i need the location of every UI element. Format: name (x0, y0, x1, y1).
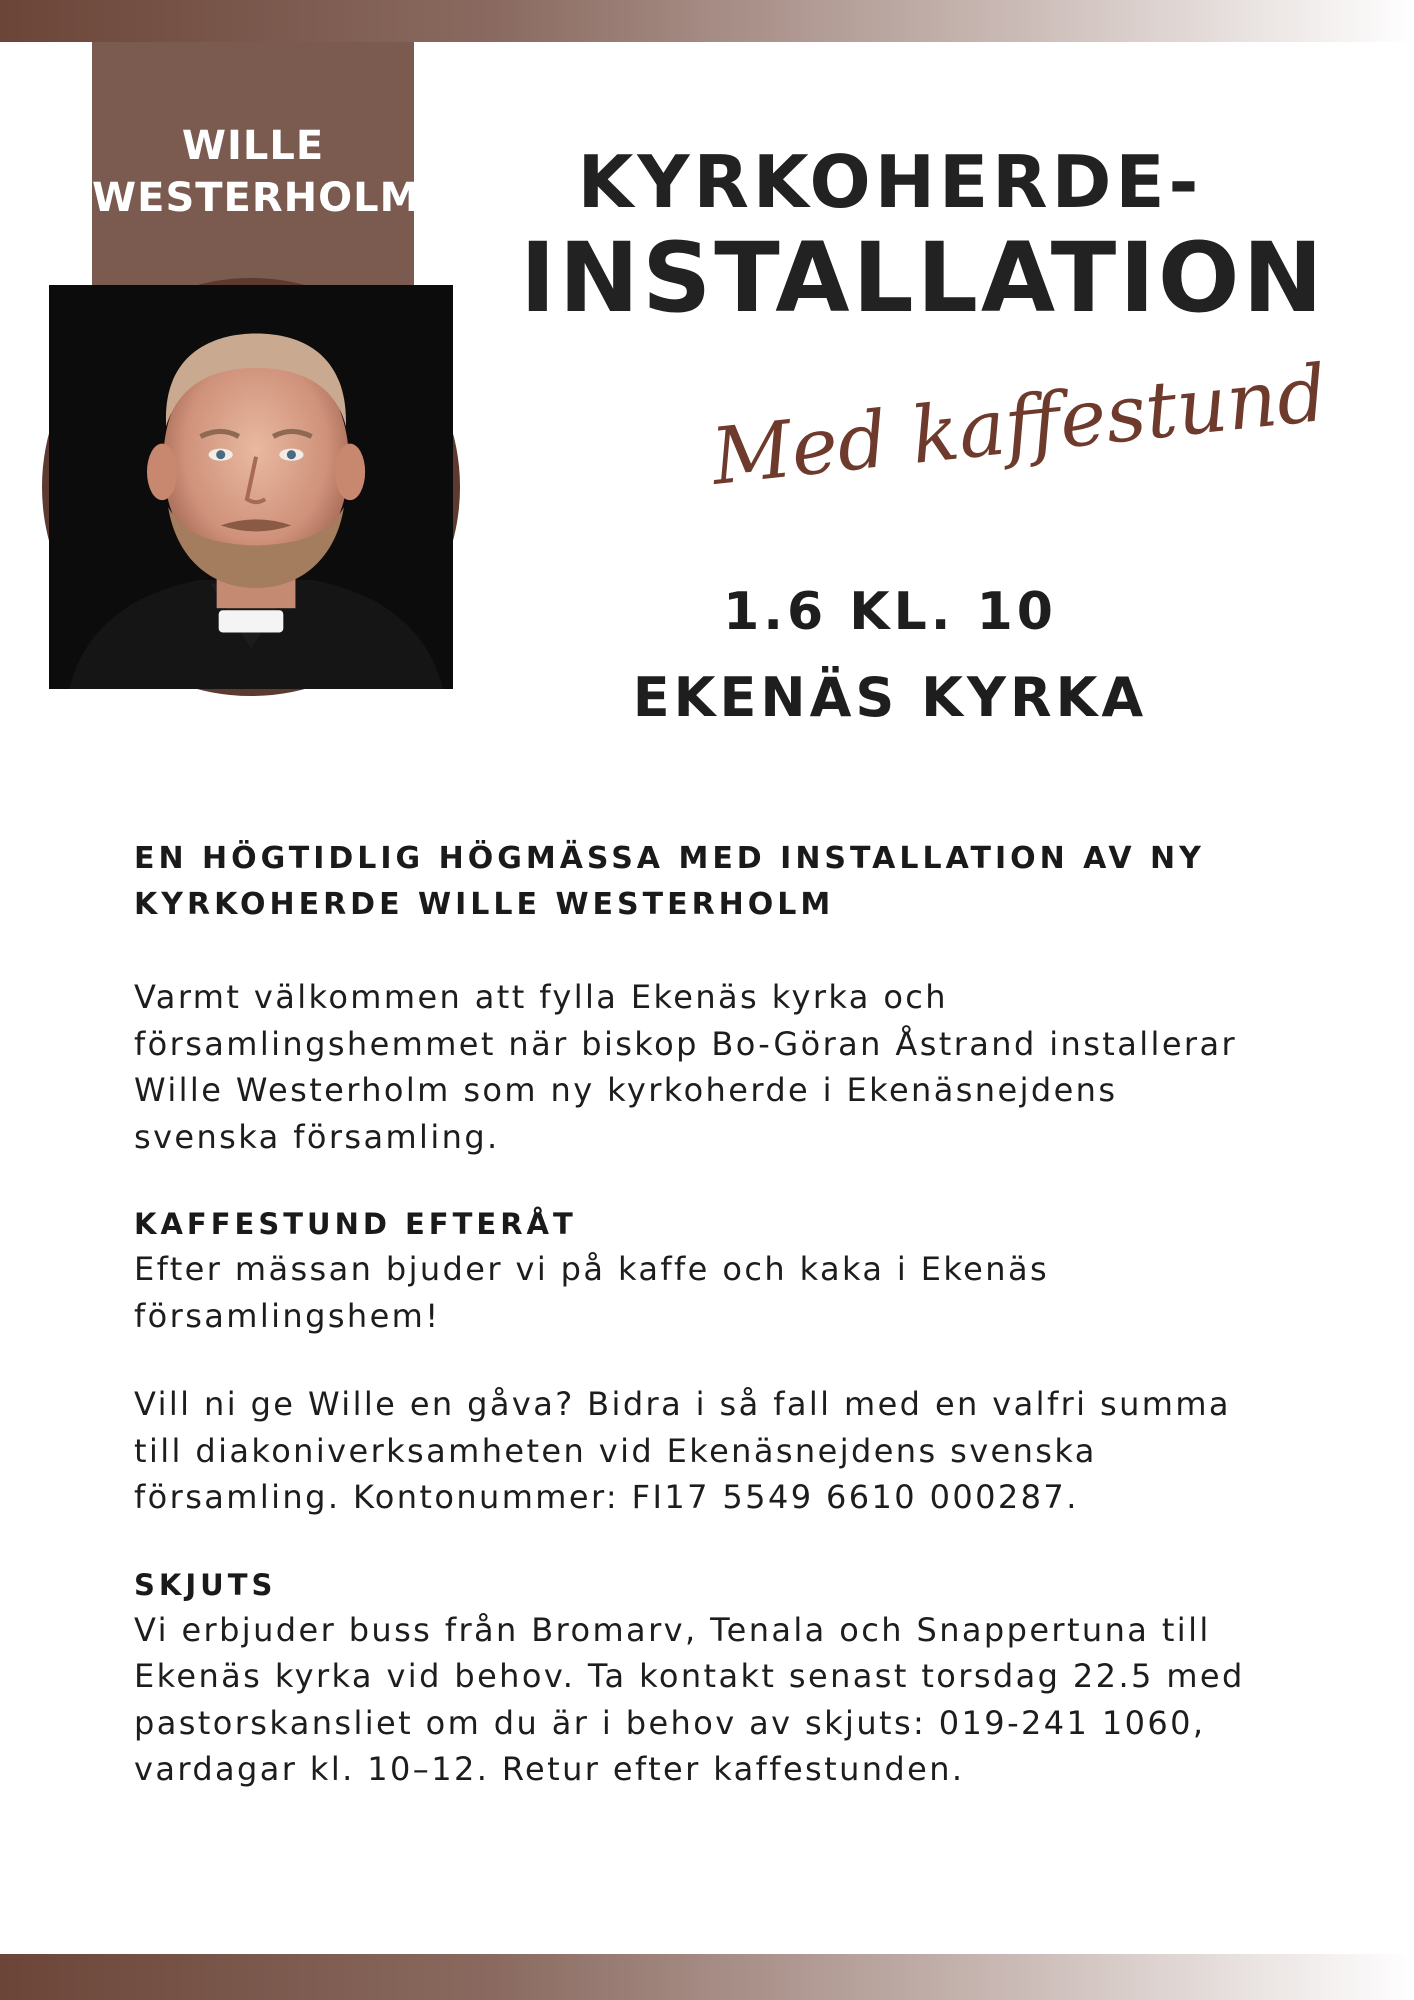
gift-line: församling. Kontonummer: FI17 5549 6610 000287. (134, 1478, 1079, 1516)
headline-line-2: INSTALLATION (520, 222, 1326, 334)
coffee-line: Efter mässan bjuder vi på kaffe och kaka i Ekenäs (134, 1250, 1050, 1288)
top-gradient-bar (0, 0, 1414, 42)
ride-heading: SKJUTS (134, 1567, 277, 1602)
portrait-photo (42, 278, 460, 696)
ride-line: Ekenäs kyrka vid behov. Ta kontakt senast torsdag 22.5 med (134, 1657, 1245, 1695)
gift-line: till diakoniverksamheten vid Ekenäsnejdens svenska (134, 1431, 1097, 1470)
welcome-line: Varmt välkommen att fylla Ekenäs kyrka och (134, 978, 948, 1016)
event-date: 1.6 KL. 10 (723, 582, 1057, 642)
person-name (92, 120, 421, 224)
ride-line: Vi erbjuder buss från Bromarv, Tenala och Snappertuna till (134, 1610, 1211, 1649)
person-first-name: WILLE (181, 123, 325, 169)
body-content (134, 836, 1314, 1793)
intro-heading-line-1: EN HÖGTIDLIG HÖGMÄSSA MED INSTALLATION AV NY (134, 841, 1205, 876)
person-last-name: WESTERHOLM (92, 175, 421, 221)
event-place: EKENÄS KYRKA (632, 666, 1148, 729)
gift-line: Vill ni ge Wille en gåva? Bidra i så fall med en valfri summa (134, 1385, 1231, 1423)
welcome-line: församlingshemmet när biskop Bo-Göran Åstrand installerar (134, 1024, 1238, 1063)
ride-line: pastorskansliet om du är i behov av skjuts: 019-241 1060, (134, 1703, 1206, 1742)
headline-line-1: KYRKOHERDE- (577, 140, 1203, 224)
coffee-line: församlingshem! (134, 1296, 441, 1335)
ride-line: vardagar kl. 10–12. Retur efter kaffestunden. (134, 1750, 965, 1788)
welcome-line: svenska församling. (134, 1117, 500, 1156)
welcome-line: Wille Westerholm som ny kyrkoherde i Ekenäsnejdens (134, 1071, 1118, 1109)
bottom-gradient-bar (0, 1954, 1414, 2000)
script-subtitle-text: Med kaffestund (707, 348, 1332, 503)
coffee-heading: KAFFESTUND EFTERÅT (134, 1207, 577, 1241)
portrait-illustration-icon (49, 285, 453, 689)
intro-heading-line-2: KYRKOHERDE WILLE WESTERHOLM (134, 887, 835, 922)
script-subtitle (690, 340, 1332, 510)
